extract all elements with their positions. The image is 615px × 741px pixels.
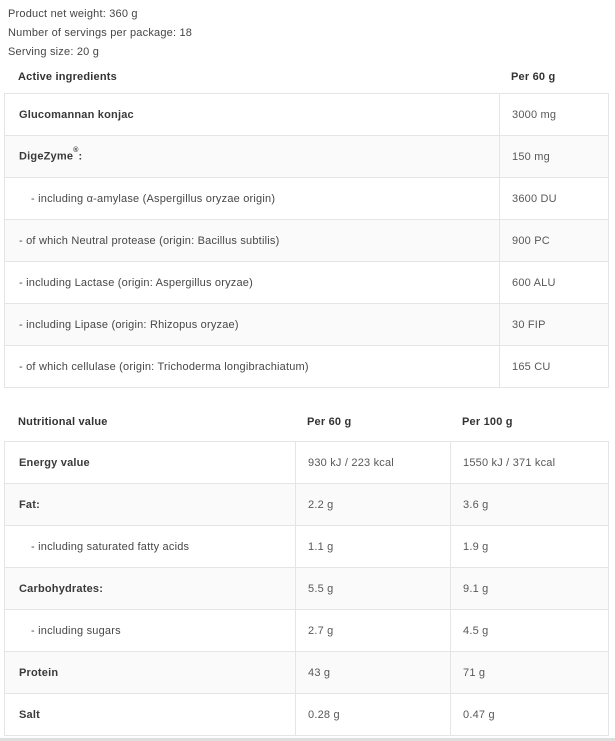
row-label: Glucomannan konjac xyxy=(5,94,500,136)
per-60g-value: 2.7 g xyxy=(296,610,451,652)
per-60g-value: 2.2 g xyxy=(296,484,451,526)
row-label: - of which Neutral protease (origin: Bacillus subtilis) xyxy=(5,220,500,262)
nutritional-value-title: Nutritional value xyxy=(18,416,108,428)
table-row xyxy=(5,304,609,346)
per-60g-value: 150 mg xyxy=(500,136,609,178)
per-60g-value: 930 kJ / 223 kcal xyxy=(296,442,451,484)
table-row xyxy=(5,136,609,178)
per-60g-value: 30 FIP xyxy=(500,304,609,346)
row-label: - including α-amylase (Aspergillus oryzae origin) xyxy=(5,178,500,220)
row-label: - including Lipase (origin: Rhizopus oryzae) xyxy=(5,304,500,346)
table-row xyxy=(5,694,609,736)
row-label: - of which cellulase (origin: Trichoderma longibrachiatum) xyxy=(5,346,500,388)
per-100g-value: 9.1 g xyxy=(451,568,609,610)
product-info-block xyxy=(0,0,615,62)
per-60g-value: 5.5 g xyxy=(296,568,451,610)
row-label: Fat: xyxy=(5,484,296,526)
table-row xyxy=(5,178,609,220)
table-row xyxy=(5,346,609,388)
product-net-weight: Product net weight: 360 g xyxy=(8,8,138,20)
table-row xyxy=(5,262,609,304)
table-row xyxy=(5,94,609,136)
per-60g-value: 43 g xyxy=(296,652,451,694)
row-label: Carbohydrates: xyxy=(5,568,296,610)
per-100g-value: 71 g xyxy=(451,652,609,694)
per-60g-value: 900 PC xyxy=(500,220,609,262)
table-row xyxy=(5,484,609,526)
per-100g-value: 1550 kJ / 371 kcal xyxy=(451,442,609,484)
table-row xyxy=(5,610,609,652)
row-label: Protein xyxy=(5,652,296,694)
per-60g-value: 165 CU xyxy=(500,346,609,388)
per-100g-column-header: Per 100 g xyxy=(462,416,513,428)
active-ingredients-title: Active ingredients xyxy=(18,71,117,83)
per-100g-value: 3.6 g xyxy=(451,484,609,526)
per-100g-value: 1.9 g xyxy=(451,526,609,568)
active-ingredients-header xyxy=(0,70,615,84)
servings-per-package: Number of servings per package: 18 xyxy=(8,27,193,39)
row-label: - including Lactase (origin: Aspergillus oryzae) xyxy=(5,262,500,304)
row-label: Salt xyxy=(5,694,296,736)
table-row xyxy=(5,526,609,568)
row-label: DigeZyme®: xyxy=(5,136,500,178)
per-60g-value: 3600 DU xyxy=(500,178,609,220)
table-row xyxy=(5,652,609,694)
per-100g-value: 0.47 g xyxy=(451,694,609,736)
row-label: - including sugars xyxy=(5,610,296,652)
row-label: Energy value xyxy=(5,442,296,484)
per-60g-column-header: Per 60 g xyxy=(307,416,352,428)
table-row xyxy=(5,220,609,262)
per-60g-value: 3000 mg xyxy=(500,94,609,136)
active-ingredients-table xyxy=(4,93,609,388)
registered-trademark-symbol: ® xyxy=(73,147,79,155)
table-row xyxy=(5,442,609,484)
per-60g-column-header: Per 60 g xyxy=(511,71,556,83)
nutritional-value-table xyxy=(4,441,609,736)
serving-size: Serving size: 20 g xyxy=(8,46,100,58)
per-60g-value: 600 ALU xyxy=(500,262,609,304)
row-label: - including saturated fatty acids xyxy=(5,526,296,568)
nutritional-value-header xyxy=(0,415,615,429)
per-60g-value: 0.28 g xyxy=(296,694,451,736)
per-60g-value: 1.1 g xyxy=(296,526,451,568)
table-row xyxy=(5,568,609,610)
per-100g-value: 4.5 g xyxy=(451,610,609,652)
